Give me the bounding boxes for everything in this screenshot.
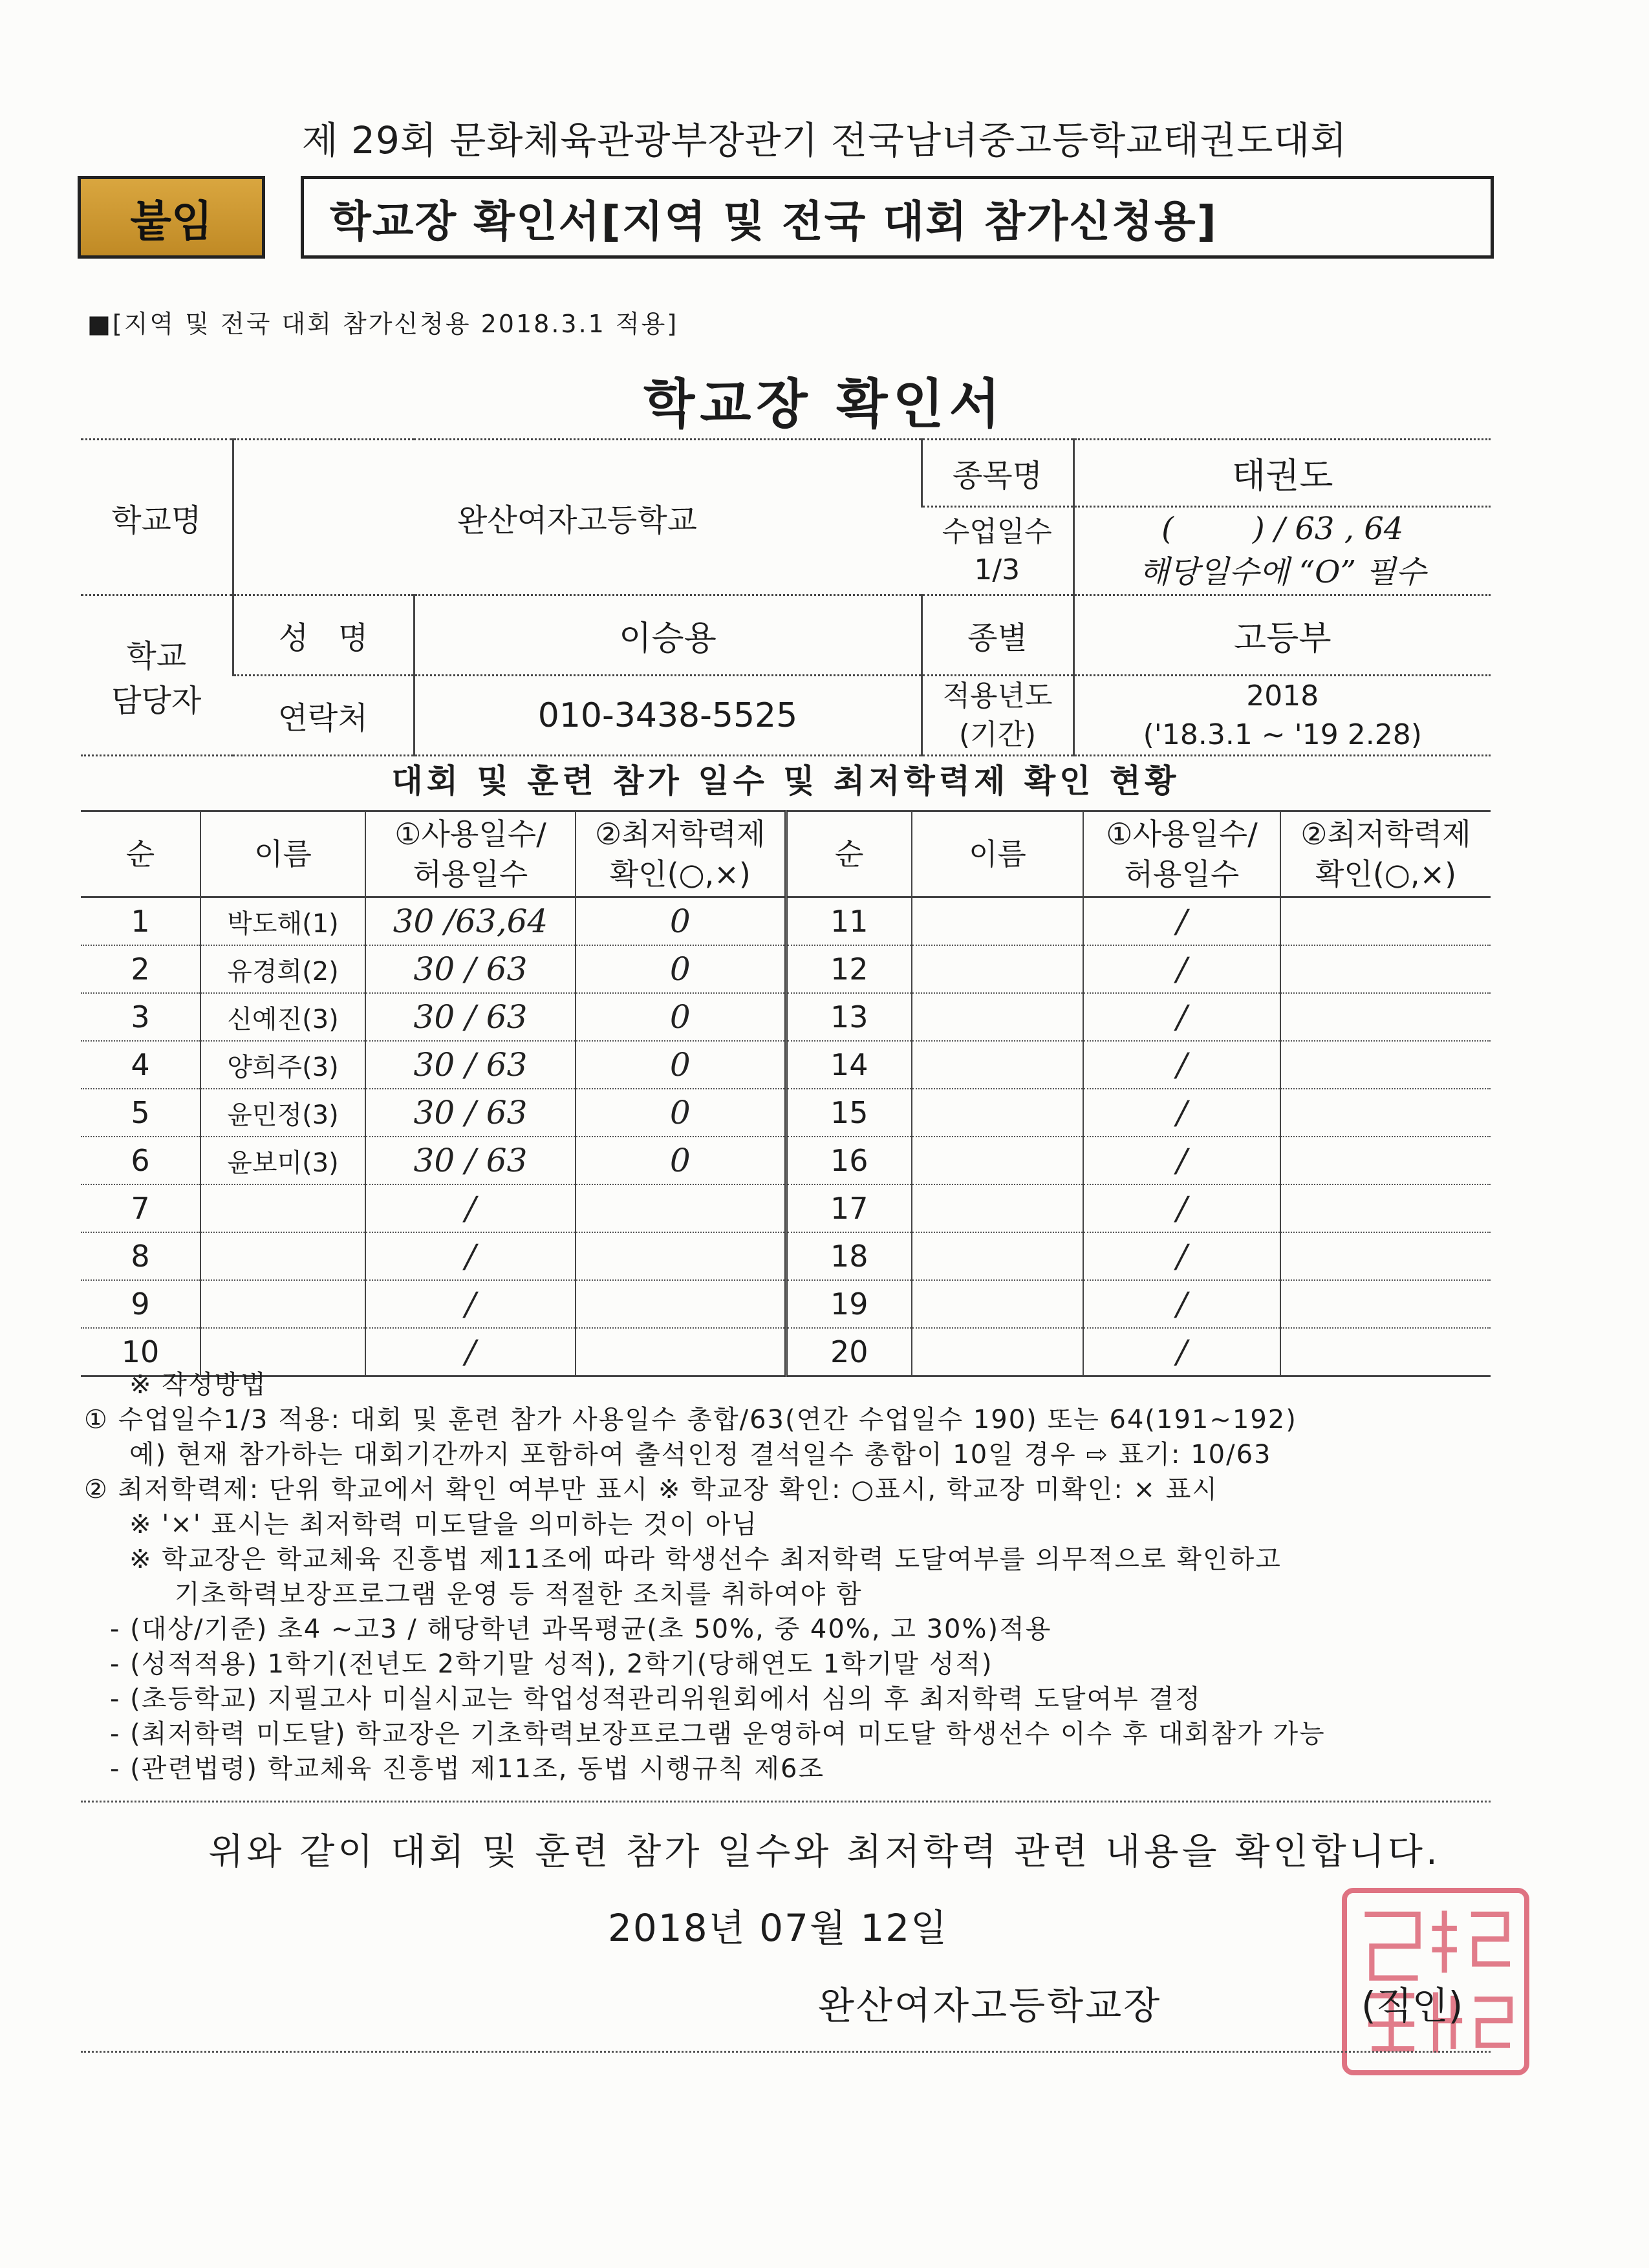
row-days: 30 / 63 xyxy=(365,1137,576,1184)
bottom-divider-line xyxy=(81,2051,1491,2053)
note-line: 기초학력보장프로그램 운영 등 적절한 조치를 취하여야 함 xyxy=(175,1579,863,1609)
row-days: 30 /63,64 xyxy=(365,897,576,946)
school-info-table xyxy=(81,438,1491,756)
row-name xyxy=(200,1184,365,1232)
row-name xyxy=(912,1232,1083,1280)
row-days: 30 / 63 xyxy=(365,1041,576,1089)
table-row xyxy=(81,1184,1491,1232)
row-name xyxy=(912,1280,1083,1328)
row-check xyxy=(1280,945,1491,993)
row-no: 1 xyxy=(81,897,200,946)
confirmation-statement: 위와 같이 대회 및 훈련 참가 일수와 최저학력 관련 내용을 확인합니다. xyxy=(208,1831,1441,1873)
col-no-left: 순 xyxy=(81,811,200,897)
row-days: / xyxy=(1083,945,1280,993)
row-name xyxy=(912,1184,1083,1232)
col-days-left-line1: ①사용일수/ xyxy=(394,816,546,851)
col-days-left-line2: 허용일수 xyxy=(413,857,528,892)
row-no: 9 xyxy=(81,1280,200,1328)
row-check xyxy=(1280,1089,1491,1137)
class-days-label-line2: 1/3 xyxy=(974,553,1020,587)
class-days-value-line2: 해당일수에 “O” 필수 xyxy=(1139,554,1427,591)
note-line: ※ '×' 표시는 최저학력 미도달을 의미하는 것이 아님 xyxy=(129,1510,759,1539)
col-days-right xyxy=(1083,811,1280,897)
col-no-right: 순 xyxy=(786,811,912,897)
row-days: / xyxy=(365,1232,576,1280)
col-check-right-line1: ②최저학력제 xyxy=(1300,816,1471,851)
year-value xyxy=(1073,676,1491,756)
attachment-badge: 붙임 xyxy=(78,176,265,259)
table-row xyxy=(81,1280,1491,1328)
row-days: / xyxy=(1083,1184,1280,1232)
row-no: 20 xyxy=(786,1328,912,1376)
note-line: - (초등학교) 지필고사 미실시교는 학업성적관리위원회에서 심의 후 최저학력 도달여부 결정 xyxy=(110,1684,1202,1714)
row-name xyxy=(912,1137,1083,1184)
row-no: 2 xyxy=(81,945,200,993)
col-check-left-line2: 확인(○,×) xyxy=(609,857,751,892)
row-no: 7 xyxy=(81,1184,200,1232)
row-check xyxy=(1280,1184,1491,1232)
row-days: / xyxy=(365,1328,576,1376)
row-no: 12 xyxy=(786,945,912,993)
name-value: 이승용 xyxy=(414,595,921,676)
class-days-label xyxy=(921,507,1073,595)
contact-label: 연락처 xyxy=(233,676,414,756)
row-name xyxy=(200,1232,365,1280)
contact-value: 010-3438-5525 xyxy=(414,676,921,756)
roster-table xyxy=(81,810,1491,1377)
row-check: 0 xyxy=(576,945,786,993)
row-no: 8 xyxy=(81,1232,200,1280)
row-days: / xyxy=(365,1184,576,1232)
roster-header-row xyxy=(81,811,1491,897)
principal-name: 완산여자고등학교장 xyxy=(818,1984,1162,2027)
year-value-line2: ('18.3.1 ~ '19 2.28) xyxy=(1143,718,1422,751)
divider-line xyxy=(81,1801,1491,1803)
roster-caption: 대회 및 훈련 참가 일수 및 최저학력제 확인 현황 xyxy=(391,762,1180,800)
row-name xyxy=(912,945,1083,993)
application-note: ■[지역 및 전국 대회 참가신청용 2018.3.1 적용] xyxy=(87,310,679,338)
row-check xyxy=(1280,897,1491,946)
note-line: - (최저학력 미도달) 학교장은 기초학력보장프로그램 운영하여 미도달 학생선수 이수 후 대회참가 가능 xyxy=(110,1719,1326,1749)
col-check-left xyxy=(576,811,786,897)
row-name xyxy=(200,1280,365,1328)
note-line: - (성적적용) 1학기(전년도 2학기말 성적), 2학기(당해연도 1학기말 성적) xyxy=(110,1649,993,1679)
document-title: 학교장 확인서 xyxy=(643,374,1006,435)
issue-date: 2018년 07월 12일 xyxy=(608,1906,949,1950)
name-label: 성 명 xyxy=(233,595,414,676)
row-check xyxy=(1280,993,1491,1041)
event-title: 제 29회 문화체육관광부장관기 전국남녀중고등학교태권도대회 xyxy=(301,118,1348,162)
row-check: 0 xyxy=(576,1041,786,1089)
row-days: 30 / 63 xyxy=(365,945,576,993)
class-days-value-line1: ( ) / 63 , 64 xyxy=(1161,511,1404,547)
table-row xyxy=(81,945,1491,993)
table-row xyxy=(81,1232,1491,1280)
manager-label-line2: 담당자 xyxy=(111,682,202,719)
writing-instructions xyxy=(84,1367,1507,1786)
col-days-right-line1: ①사용일수/ xyxy=(1106,816,1258,851)
row-no: 13 xyxy=(786,993,912,1041)
row-check xyxy=(576,1184,786,1232)
table-row xyxy=(81,1137,1491,1184)
row-name xyxy=(912,993,1083,1041)
row-check xyxy=(1280,1280,1491,1328)
col-check-right xyxy=(1280,811,1491,897)
note-line: 예) 현재 참가하는 대회기간까지 포함하여 출석인정 결석일수 총합이 10일 경우 ⇨ 표기: 10/63 xyxy=(129,1440,1272,1470)
row-name: 윤민정(3) xyxy=(200,1089,365,1137)
row-days: / xyxy=(365,1280,576,1328)
row-no: 19 xyxy=(786,1280,912,1328)
row-name: 양희주(3) xyxy=(200,1041,365,1089)
col-name-right: 이름 xyxy=(912,811,1083,897)
row-days: / xyxy=(1083,1232,1280,1280)
col-check-left-line1: ②최저학력제 xyxy=(595,816,766,851)
row-no: 4 xyxy=(81,1041,200,1089)
division-value: 고등부 xyxy=(1073,595,1491,676)
row-days: / xyxy=(1083,1137,1280,1184)
row-name: 신예진(3) xyxy=(200,993,365,1041)
row-days: / xyxy=(1083,1328,1280,1376)
row-no: 11 xyxy=(786,897,912,946)
year-value-line1: 2018 xyxy=(1246,679,1319,713)
row-no: 14 xyxy=(786,1041,912,1089)
class-days-value xyxy=(1073,507,1491,595)
row-check xyxy=(1280,1232,1491,1280)
row-no: 15 xyxy=(786,1089,912,1137)
row-check: 0 xyxy=(576,897,786,946)
event-label: 종목명 xyxy=(921,440,1073,507)
col-check-right-line2: 확인(○,×) xyxy=(1315,857,1457,892)
row-no: 16 xyxy=(786,1137,912,1184)
row-name: 박도해(1) xyxy=(200,897,365,946)
division-label: 종별 xyxy=(921,595,1073,676)
table-row xyxy=(81,897,1491,946)
seal-label: (직인) xyxy=(1361,1984,1463,2027)
table-row xyxy=(81,993,1491,1041)
year-label xyxy=(921,676,1073,756)
note-line: - (대상/기준) 초4 ~고3 / 해당학년 과목평균(초 50%, 중 40%, 고 30%)적용 xyxy=(110,1614,1052,1644)
row-no: 5 xyxy=(81,1089,200,1137)
row-no: 10 xyxy=(81,1328,200,1376)
row-name xyxy=(912,1089,1083,1137)
row-no: 17 xyxy=(786,1184,912,1232)
notes-heading: ※ 작성방법 xyxy=(129,1370,267,1400)
note-line: - (관련법령) 학교체육 진흥법 제11조, 동법 시행규칙 제6조 xyxy=(110,1754,825,1784)
year-label-line2: (기간) xyxy=(958,718,1037,751)
row-name: 윤보미(3) xyxy=(200,1137,365,1184)
row-check: 0 xyxy=(576,1137,786,1184)
row-check xyxy=(576,1280,786,1328)
row-check: 0 xyxy=(576,1089,786,1137)
class-days-label-line1: 수업일수 xyxy=(942,515,1052,548)
manager-label-line1: 학교 xyxy=(126,637,187,674)
row-check xyxy=(576,1232,786,1280)
form-title: 학교장 확인서[지역 및 전국 대회 참가신청용] xyxy=(301,176,1494,259)
row-name xyxy=(912,897,1083,946)
year-label-line1: 적용년도 xyxy=(942,679,1053,713)
row-days: / xyxy=(1083,993,1280,1041)
row-check xyxy=(1280,1041,1491,1089)
event-value: 태권도 xyxy=(1073,440,1491,507)
row-days: / xyxy=(1083,1089,1280,1137)
row-no: 18 xyxy=(786,1232,912,1280)
row-check: 0 xyxy=(576,993,786,1041)
row-name xyxy=(912,1041,1083,1089)
row-days: / xyxy=(1083,1041,1280,1089)
table-row xyxy=(81,1041,1491,1089)
note-line: ① 수업일수1/3 적용: 대회 및 훈련 참가 사용일수 총합/63(연간 수업일수 190) 또는 64(191~192) xyxy=(84,1405,1297,1435)
row-no: 3 xyxy=(81,993,200,1041)
col-name-left: 이름 xyxy=(200,811,365,897)
school-name-label: 학교명 xyxy=(81,440,233,595)
row-days: / xyxy=(1083,1280,1280,1328)
col-days-right-line2: 허용일수 xyxy=(1124,857,1240,892)
col-days-left xyxy=(365,811,576,897)
table-row xyxy=(81,1089,1491,1137)
row-no: 6 xyxy=(81,1137,200,1184)
row-days: / xyxy=(1083,897,1280,946)
row-name: 유경희(2) xyxy=(200,945,365,993)
school-name-value: 완산여자고등학교 xyxy=(233,440,921,595)
manager-label xyxy=(81,595,233,756)
row-check xyxy=(1280,1137,1491,1184)
note-line: ※ 학교장은 학교체육 진흥법 제11조에 따라 학생선수 최저학력 도달여부를 의무적으로 확인하고 xyxy=(129,1545,1282,1574)
row-days: 30 / 63 xyxy=(365,1089,576,1137)
note-line: ② 최저학력제: 단위 학교에서 확인 여부만 표시 ※ 학교장 확인: ○표시, 학교장 미확인: × 표시 xyxy=(84,1475,1219,1504)
row-days: 30 / 63 xyxy=(365,993,576,1041)
